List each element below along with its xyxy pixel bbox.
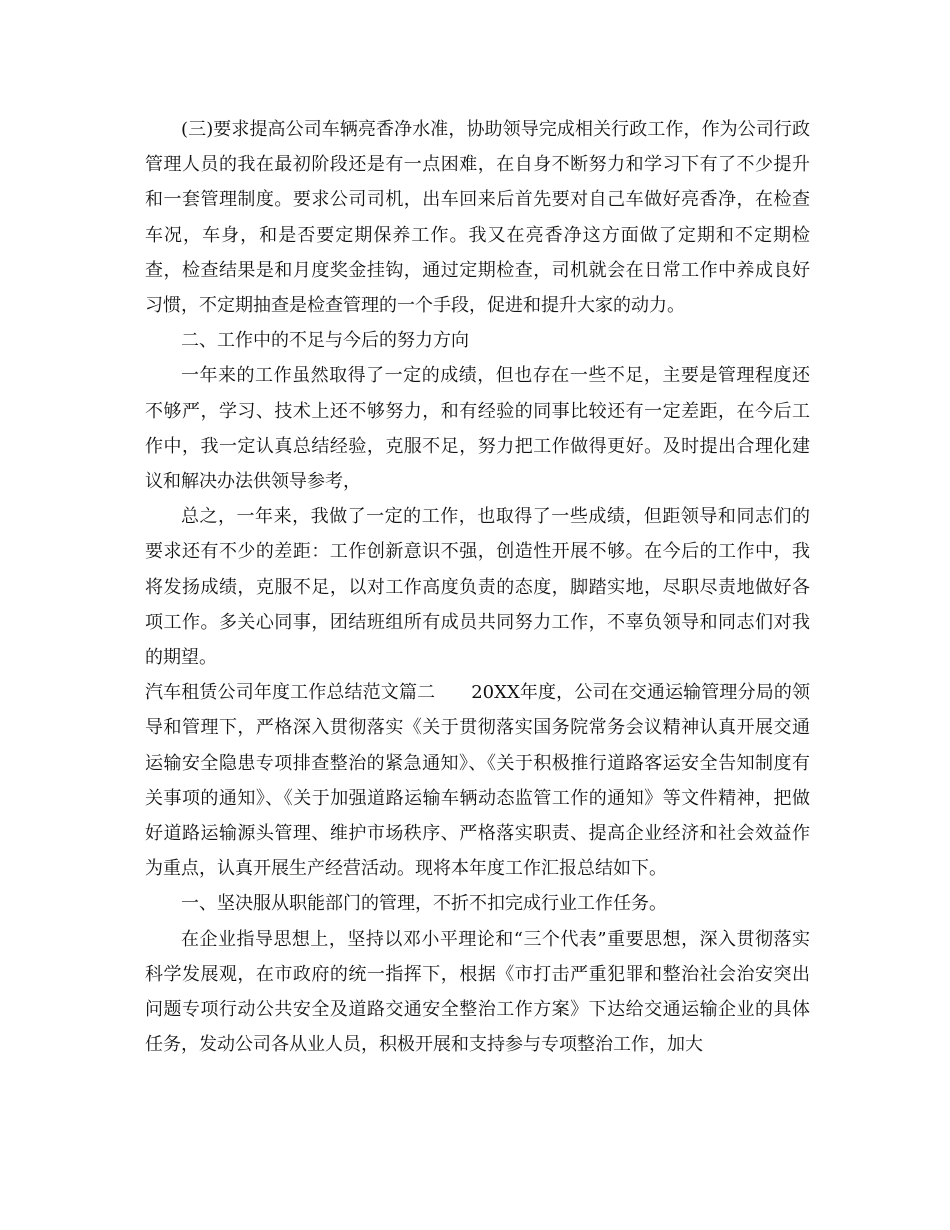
paragraph-guiding-ideology: 在企业指导思想上，坚持以邓小平理论和“三个代表”重要思想，深入贯彻落实科学发展观，在市政府的统一指挥下，根据《市打击严重犯罪和整治社会治安突出问题专项行动公共安全及道路交通安全整治工作方案》下达给交通运输企业的具体任务，发动公司各从业人员，积极开展和支持参与专项整治工作，加大 (145, 928, 810, 1056)
paragraph-shortcomings: 一年来的工作虽然取得了一定的成绩，但也存在一些不足，主要是管理程度还不够严，学习、技术上还不够努力，和有经验的同事比较还有一定差距，在今后工作中，我一定认真总结经验，克服不足，努力把工作做得更好。及时提出合理化建议和解决办法供领导参考， (145, 365, 810, 493)
section-intro: 20XX年度，公司在交通运输管理分局的领导和管理下，严格深入贯彻落实《关于贯彻落实国务院常务会议精神认真开展交通运输安全隐患专项排查整治的紧急通知》、《关于积极推行道路客运安全告知制度有关事项的通知》、《关于加强道路运输车辆动态监管工作的通知》等文件精神，把做好道路运输源头管理、维护市场秩序、严格落实职责、提高企业经济和社会效益作为重点，认真开展生产经营活动。现将本年度工作汇报总结如下。 (145, 682, 810, 880)
paragraph-vehicle-cleanliness: (三)要求提高公司车辆亮香净水准，协助领导完成相关行政工作，作为公司行政管理人员的我在最初阶段还是有一点困难，在自身不断努力和学习下有了不少提升和一套管理制度。要求公司司机，出车回来后首先要对自己车做好亮香净，在检查车况，车身，和是否要定期保养工作。我又在亮香净这方面做了定期和不定期检查，检查结果是和月度奖金挂钩，通过定期检查，司机就会在日常工作中养成良好习惯，不定期抽查是检查管理的一个手段，促进和提升大家的动力。 (145, 119, 810, 317)
heading-obey-departments: 一、坚决服从职能部门的管理，不折不扣完成行业工作任务。 (181, 893, 667, 915)
document-body (145, 112, 810, 1062)
section-title: 汽车租赁公司年度工作总结范文篇二 (145, 682, 436, 704)
paragraph-section-two (145, 675, 810, 886)
heading-shortcomings: 二、工作中的不足与今后的努力方向 (181, 330, 469, 352)
paragraph-summary: 总之，一年来，我做了一定的工作，也取得了一些成绩，但距领导和同志们的要求还有不少的差距：工作创新意识不强，创造性开展不够。在今后的工作中，我将发扬成绩，克服不足，以对工作高度负责的态度，脚踏实地，尽职尽责地做好各项工作。多关心同事，团结班组所有成员共同努力工作，不辜负领导和同志们对我的期望。 (145, 506, 810, 669)
